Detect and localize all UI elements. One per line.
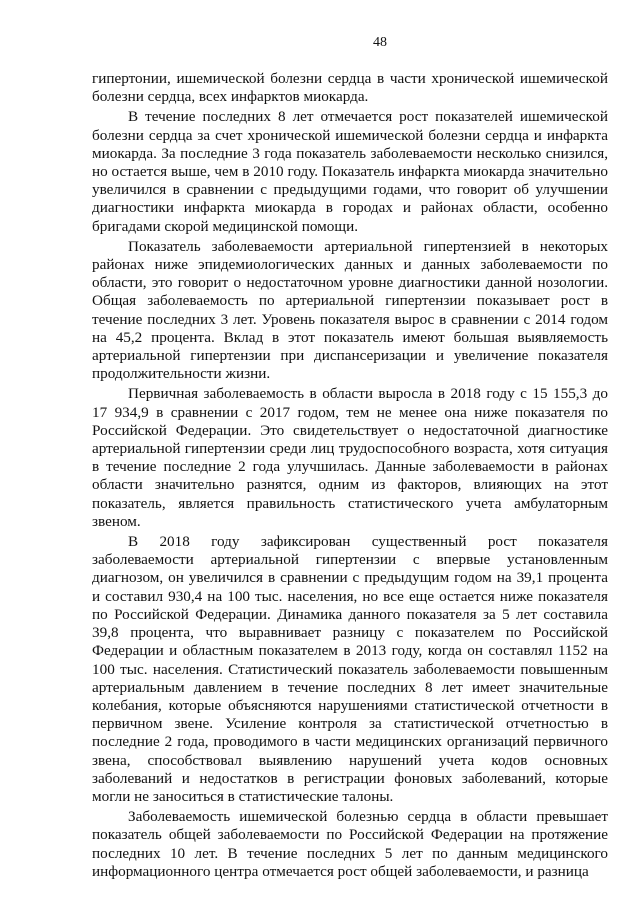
paragraph-primary-incidence: Первичная заболеваемость в области выросла в 2018 году с 15 155,3 до 17 934,9 в сравнении с 2017 годом, тем не менее она ниже показателя по Российской Федерации. Это свидетельствует о недостаточной диагностике артериальной гипертензии среди лиц трудоспособного возраста, хотя ситуация в течение последние 2 года улучшилась. Данные заболеваемости в районах области значительно разнятся, одним из факторов, влияющих на этот показатель, является правильность статистического учета амбулаторным звеном. <box>92 385 608 530</box>
paragraph-continuation: гипертонии, ишемической болезни сердца в части хронической ишемической болезни сердца, всех инфарктов миокарда. <box>92 70 608 106</box>
paragraph-ischemic-incidence-comparison: Заболеваемость ишемической болезнью сердца в области превышает показатель общей заболеваемости по Российской Федерации на протяжение последних 10 лет. В течение последних 5 лет по данным медицинского информационного центра отмечается рост общей заболеваемости, и разница <box>92 808 608 880</box>
body-text <box>92 70 608 881</box>
paragraph-arterial-hypertension: Показатель заболеваемости артериальной гипертензией в некоторых районах ниже эпидемиологических данных и данных заболеваемости по области, это говорит о недостаточном уровне диагностики данной нозологии. Общая заболеваемость по артериальной гипертензии показывает рост в течение последних 3 лет. Уровень показателя вырос в сравнении с 2014 годом на 45,2 процента. Вклад в этот показатель имеют большая выявляемость артериальной гипертензии при диспансеризации и увеличение показателя продолжительности жизни. <box>92 237 608 383</box>
page-number: 48 <box>373 35 387 50</box>
paragraph-first-diagnosis-growth: В 2018 году зафиксирован существенный рост показателя заболеваемости артериальной гипертензии с впервые установленным диагнозом, он увеличился в сравнении с предыдущим годом на 39,1 процента и составил 930,4 на 100 тыс. населения, но все еще остается ниже показателя по Российской Федерации. Динамика данного показателя за 5 лет составила 39,8 процента, что выравнивает разницу с показателем по Российской Федерации и областным показателем в 2013 году, когда он составлял 1152 на 100 тыс. населения. Статистический показатель заболеваемости повышенным артериальным давлением в течение последних 8 лет имеет значительные колебания, которые объясняются нарушениями статистической отчетности в первичном звене. Усиление контроля за статистической отчетностью в последние 2 года, проводимого в части медицинских организаций первичного звена, способствовал выявлению нарушений учета кодов основных заболеваний и недостатков в регистрации фоновых заболеваний, которые могли не заноситься в статистические талоны. <box>92 533 608 805</box>
paragraph-ischemic-heart-disease-trend: В течение последних 8 лет отмечается рост показателей ишемической болезни сердца за счет хронической ишемической болезни сердца и инфаркта миокарда. За последние 3 года показатель заболеваемости несколько снизился, но остается выше, чем в 2010 году. Показатель инфаркта миокарда значительно увеличился в сравнении с предыдущими годами, что говорит об улучшении диагностики инфаркта миокарда в городах и районах области, особенно бригадами скорой медицинской помощи. <box>92 108 608 235</box>
